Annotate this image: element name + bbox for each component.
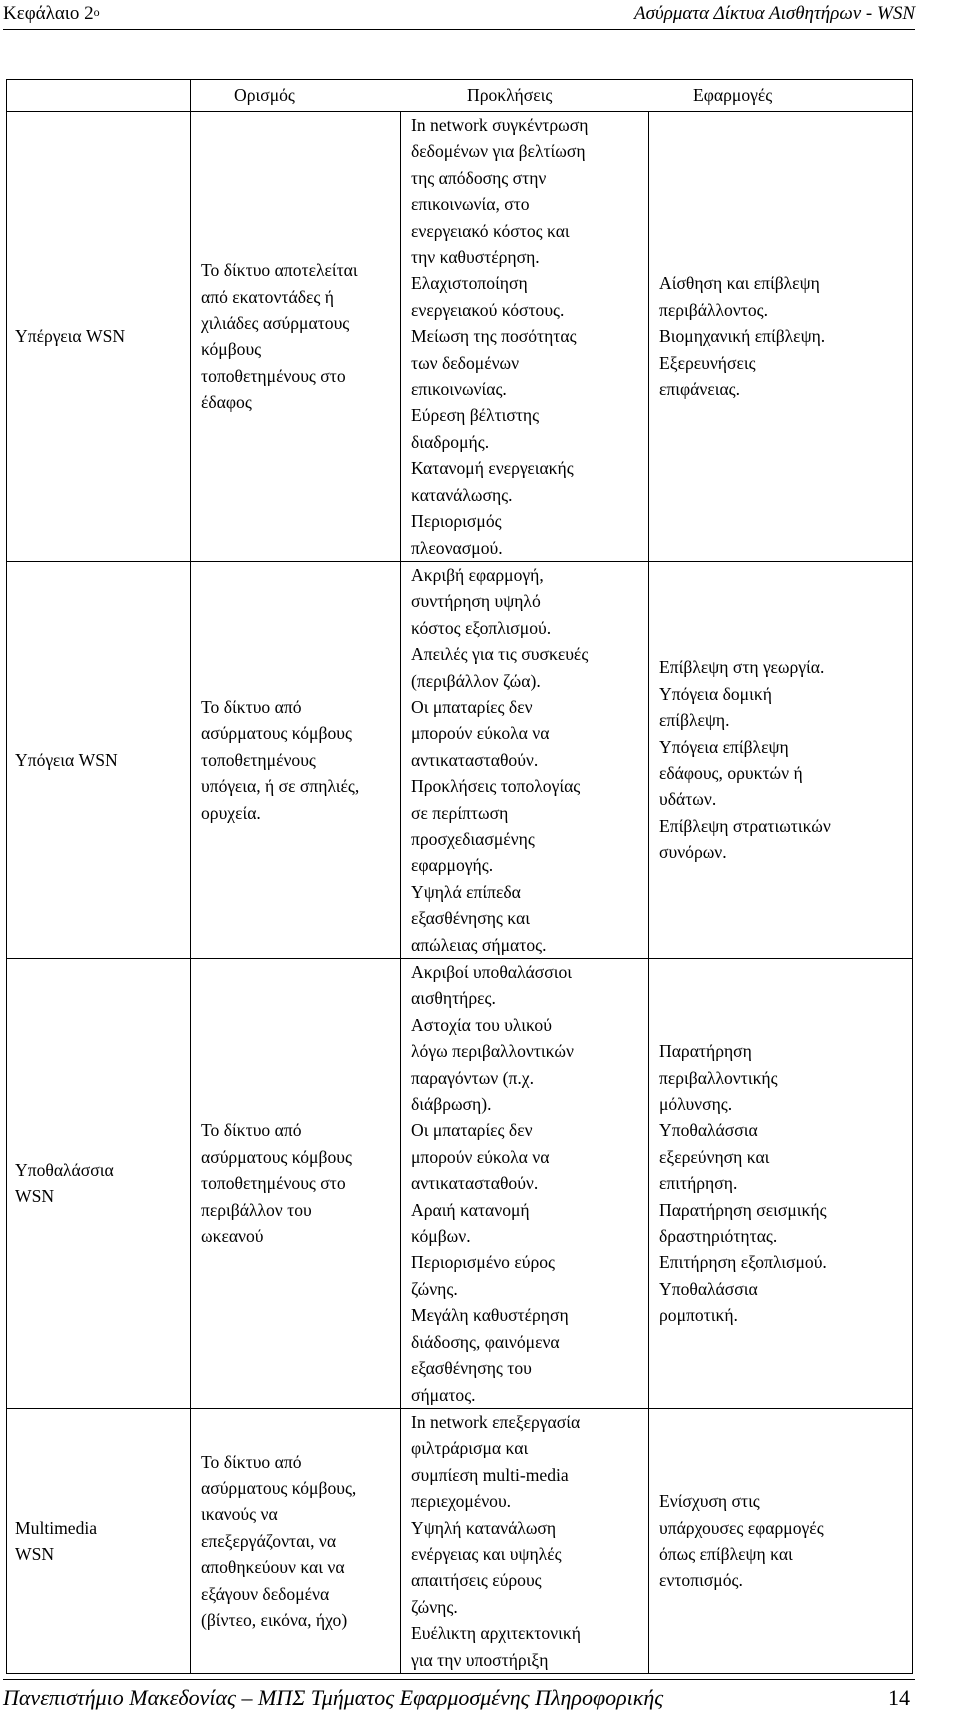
cell-line: Ευέλικτη αρχιτεκτονική: [411, 1623, 581, 1644]
cell-line: συμπίεση multi-media: [411, 1464, 569, 1485]
wsn-type-cell: [7, 959, 191, 1409]
cell-line: μόλυνσης.: [659, 1094, 733, 1115]
applications-cell: [649, 561, 913, 958]
cell-line: ενεργειακό κόστος και: [411, 220, 570, 241]
wsn-type-cell: [7, 1408, 191, 1673]
cell-line: διάδοσης, φαινόμενα: [411, 1331, 560, 1352]
page-footer: [0, 1679, 960, 1719]
cell-line: φιλτράρισμα και: [411, 1438, 529, 1459]
cell-line: κόστος εξοπλισμού.: [411, 617, 552, 638]
table-row: [7, 959, 913, 1409]
cell-line: περιβαλλοντικής: [659, 1067, 778, 1088]
cell-line: συνόρων.: [659, 842, 727, 863]
page-number: 14: [888, 1685, 910, 1710]
cell-line: κόμβων.: [411, 1226, 471, 1247]
cell-line: παραγόντων (π.χ.: [411, 1067, 534, 1088]
cell-line: αισθητήρες.: [411, 988, 496, 1009]
cell-line: In network συγκέντρωση: [411, 115, 589, 135]
applications-cell: [649, 1408, 913, 1673]
cell-line: (βίντεο, εικόνα, ήχο): [201, 1609, 348, 1630]
cell-line: WSN: [15, 1186, 55, 1207]
cell-line: Μείωση της ποσότητας: [411, 326, 577, 347]
cell-line: επίβλεψη.: [659, 710, 730, 731]
cell-line: Αστοχία του υλικού: [411, 1014, 552, 1035]
cell-line: των δεδομένων: [411, 352, 520, 373]
cell-line: ικανούς να: [201, 1504, 278, 1525]
challenges-cell: [401, 561, 649, 958]
cell-line: περιβάλλοντος.: [659, 299, 768, 320]
cell-line: κατανάλωσης.: [411, 484, 513, 505]
cell-line: μπορούν εύκολα να: [411, 1146, 550, 1167]
cell-line: αντικατασταθούν.: [411, 1173, 539, 1194]
cell-line: Επιτήρηση εξοπλισμού.: [659, 1252, 827, 1273]
cell-line: υπόγεια, ή σε σπηλιές,: [201, 776, 360, 797]
challenges-cell: [401, 1408, 649, 1673]
cell-line: Περιορισμένο εύρος: [411, 1252, 556, 1273]
cell-line: ενέργειας και υψηλές: [411, 1543, 562, 1564]
header-cell: [191, 80, 913, 112]
cell-line: Υποθαλάσσια: [659, 1278, 758, 1299]
cell-line: την καθυστέρηση.: [411, 247, 540, 268]
cell-line: Εξερευνήσεις: [659, 352, 756, 373]
cell-line: περιβάλλον του: [201, 1199, 312, 1220]
cell-line: υπάρχουσες εφαρμογές: [659, 1517, 824, 1538]
cell-line: Βιομηχανική επίβλεψη.: [659, 326, 826, 347]
cell-line: Multimedia: [15, 1517, 98, 1538]
header-applications: Εφαρμογές: [693, 85, 773, 105]
cell-line: επικοινωνίας.: [411, 379, 507, 400]
cell-line: αποθηκεύουν και να: [201, 1557, 345, 1578]
cell-line: για την υποστήριξη: [411, 1649, 549, 1670]
document-title: Ασύρματα Δίκτυα Αισθητήρων - WSN: [634, 3, 915, 24]
cell-line: Μεγάλη καθυστέρηση: [411, 1305, 569, 1326]
cell-line: ωκεανού: [201, 1226, 264, 1247]
cell-line: σήματος.: [411, 1384, 476, 1405]
cell-line: απαιτήσεις εύρους: [411, 1570, 542, 1591]
chapter-label: [3, 1, 100, 27]
cell-line: όπως επίβλεψη και: [659, 1543, 793, 1564]
cell-line: επιτήρηση.: [659, 1173, 738, 1194]
cell-line: Παρατήρηση: [659, 1041, 752, 1062]
cell-line: Υποθαλάσσια: [15, 1160, 114, 1181]
cell-line: επεξεργάζονται, να: [201, 1530, 337, 1551]
wsn-comparison-table: [6, 79, 913, 1674]
cell-line: ασύρματους κόμβους: [201, 723, 352, 744]
cell-line: Υπόγεια δομική: [659, 683, 772, 704]
cell-line: Ενίσχυση στις: [659, 1491, 760, 1512]
cell-line: προσχεδιασμένης: [411, 828, 535, 849]
cell-line: χιλιάδες ασύρματους: [201, 313, 350, 334]
cell-line: μπορούν εύκολα να: [411, 723, 550, 744]
challenges-cell: [401, 959, 649, 1409]
cell-line: ασύρματους κόμβους,: [201, 1477, 357, 1498]
cell-line: εδάφους, ορυκτών ή: [659, 762, 803, 783]
cell-line: Υποθαλάσσια: [659, 1120, 758, 1141]
cell-line: εξασθένησης και: [411, 908, 530, 929]
cell-line: Το δίκτυο από: [201, 1451, 302, 1472]
header-rule: [3, 29, 915, 30]
cell-line: διάβρωση).: [411, 1094, 492, 1115]
cell-line: τοποθετημένους: [201, 749, 316, 770]
applications-cell: [649, 959, 913, 1409]
footer-rule: [3, 1679, 915, 1680]
page-header: [0, 0, 960, 32]
cell-line: Το δίκτυο από: [201, 696, 302, 717]
cell-line: ορυχεία.: [201, 802, 261, 823]
table-row: [7, 1408, 913, 1673]
cell-line: Οι μπαταρίες δεν: [411, 1120, 533, 1141]
header-challenges: Προκλήσεις: [467, 85, 553, 105]
cell-line: τοποθετημένους στο: [201, 365, 346, 386]
cell-line: αντικατασταθούν.: [411, 749, 539, 770]
table-body: [7, 112, 913, 1674]
cell-line: ρομποτική.: [659, 1305, 738, 1326]
cell-line: έδαφος: [201, 392, 252, 413]
chapter-text: Κεφάλαιο 2: [3, 3, 94, 24]
cell-line: εξάγουν δεδομένα: [201, 1583, 330, 1604]
cell-line: In network επεξεργασία: [411, 1411, 581, 1432]
applications-cell: [649, 112, 913, 562]
cell-line: Υψηλή κατανάλωση: [411, 1517, 557, 1538]
cell-line: Υπόγεια επίβλεψη: [659, 736, 789, 757]
definition-cell: [191, 1408, 401, 1673]
cell-line: Αίσθηση και επίβλεψη: [659, 273, 820, 294]
cell-line: Υψηλά επίπεδα: [411, 881, 521, 902]
cell-line: απώλειας σήματος.: [411, 934, 547, 955]
cell-line: πλεονασμού.: [411, 537, 503, 558]
cell-line: Παρατήρηση σεισμικής: [659, 1199, 827, 1220]
cell-line: Οι μπαταρίες δεν: [411, 696, 533, 717]
table-row: [7, 112, 913, 562]
definition-cell: [191, 959, 401, 1409]
cell-line: ασύρματους κόμβους: [201, 1146, 352, 1167]
cell-line: δραστηριότητας.: [659, 1226, 778, 1247]
cell-line: WSN: [15, 1543, 55, 1564]
table-row: [7, 561, 913, 958]
footer-text: Πανεπιστήμιο Μακεδονίας – ΜΠΣ Τμήματος Εφαρμοσμένης Πληροφορικής: [3, 1685, 664, 1710]
wsn-type-cell: [7, 561, 191, 958]
cell-line: δεδομένων για βελτίωση: [411, 141, 586, 162]
cell-line: Προκλήσεις τοπολογίας: [411, 776, 581, 797]
cell-line: Ακριβοί υποθαλάσσιοι: [411, 962, 572, 982]
header-blank-cell: [7, 80, 191, 112]
cell-line: Εύρεση βέλτιστης: [411, 405, 540, 426]
cell-line: της απόδοσης στην: [411, 167, 547, 188]
cell-line: επικοινωνία, στο: [411, 194, 530, 215]
definition-cell: [191, 112, 401, 562]
cell-line: λόγω περιβαλλοντικών: [411, 1041, 574, 1062]
cell-line: Ελαχιστοποίηση: [411, 273, 528, 294]
cell-line: Ακριβή εφαρμογή,: [411, 564, 544, 585]
cell-line: από εκατοντάδες ή: [201, 286, 334, 307]
cell-line: εξασθένησης του: [411, 1358, 532, 1379]
cell-line: σε περίπτωση: [411, 802, 509, 823]
cell-line: εντοπισμός.: [659, 1570, 743, 1591]
header-definition: Ορισμός: [234, 85, 295, 105]
cell-line: Υπέργεια WSN: [15, 326, 126, 347]
cell-line: κόμβους: [201, 339, 262, 360]
cell-line: (περιβάλλον ζώα).: [411, 670, 541, 691]
cell-line: τοποθετημένους στο: [201, 1173, 346, 1194]
cell-line: ζώνης.: [411, 1596, 458, 1617]
cell-line: Περιορισμός: [411, 511, 502, 532]
cell-line: Κατανομή ενεργειακής: [411, 458, 574, 479]
cell-line: εξερεύνηση και: [659, 1146, 770, 1167]
cell-line: περιεχομένου.: [411, 1491, 512, 1512]
cell-line: ενεργειακού κόστους.: [411, 299, 565, 320]
cell-line: διαδρομής.: [411, 431, 490, 452]
cell-line: Το δίκτυο από: [201, 1120, 302, 1141]
cell-line: Απειλές για τις συσκευές: [411, 644, 589, 665]
cell-line: Αραιή κατανομή: [411, 1199, 530, 1220]
wsn-type-cell: [7, 112, 191, 562]
cell-line: συντήρηση υψηλό: [411, 591, 541, 612]
table-header-row: [7, 80, 913, 112]
cell-line: Το δίκτυο αποτελείται: [201, 260, 358, 281]
cell-line: Επίβλεψη στρατιωτικών: [659, 815, 831, 836]
cell-line: Υπόγεια WSN: [15, 749, 118, 770]
chapter-superscript: ο: [93, 5, 100, 19]
cell-line: Επίβλεψη στη γεωργία.: [659, 657, 825, 678]
cell-line: υδάτων.: [659, 789, 717, 810]
definition-cell: [191, 561, 401, 958]
cell-line: εφαρμογής.: [411, 855, 494, 876]
cell-line: επιφάνειας.: [659, 379, 741, 400]
challenges-cell: [401, 112, 649, 562]
cell-line: ζώνης.: [411, 1278, 458, 1299]
